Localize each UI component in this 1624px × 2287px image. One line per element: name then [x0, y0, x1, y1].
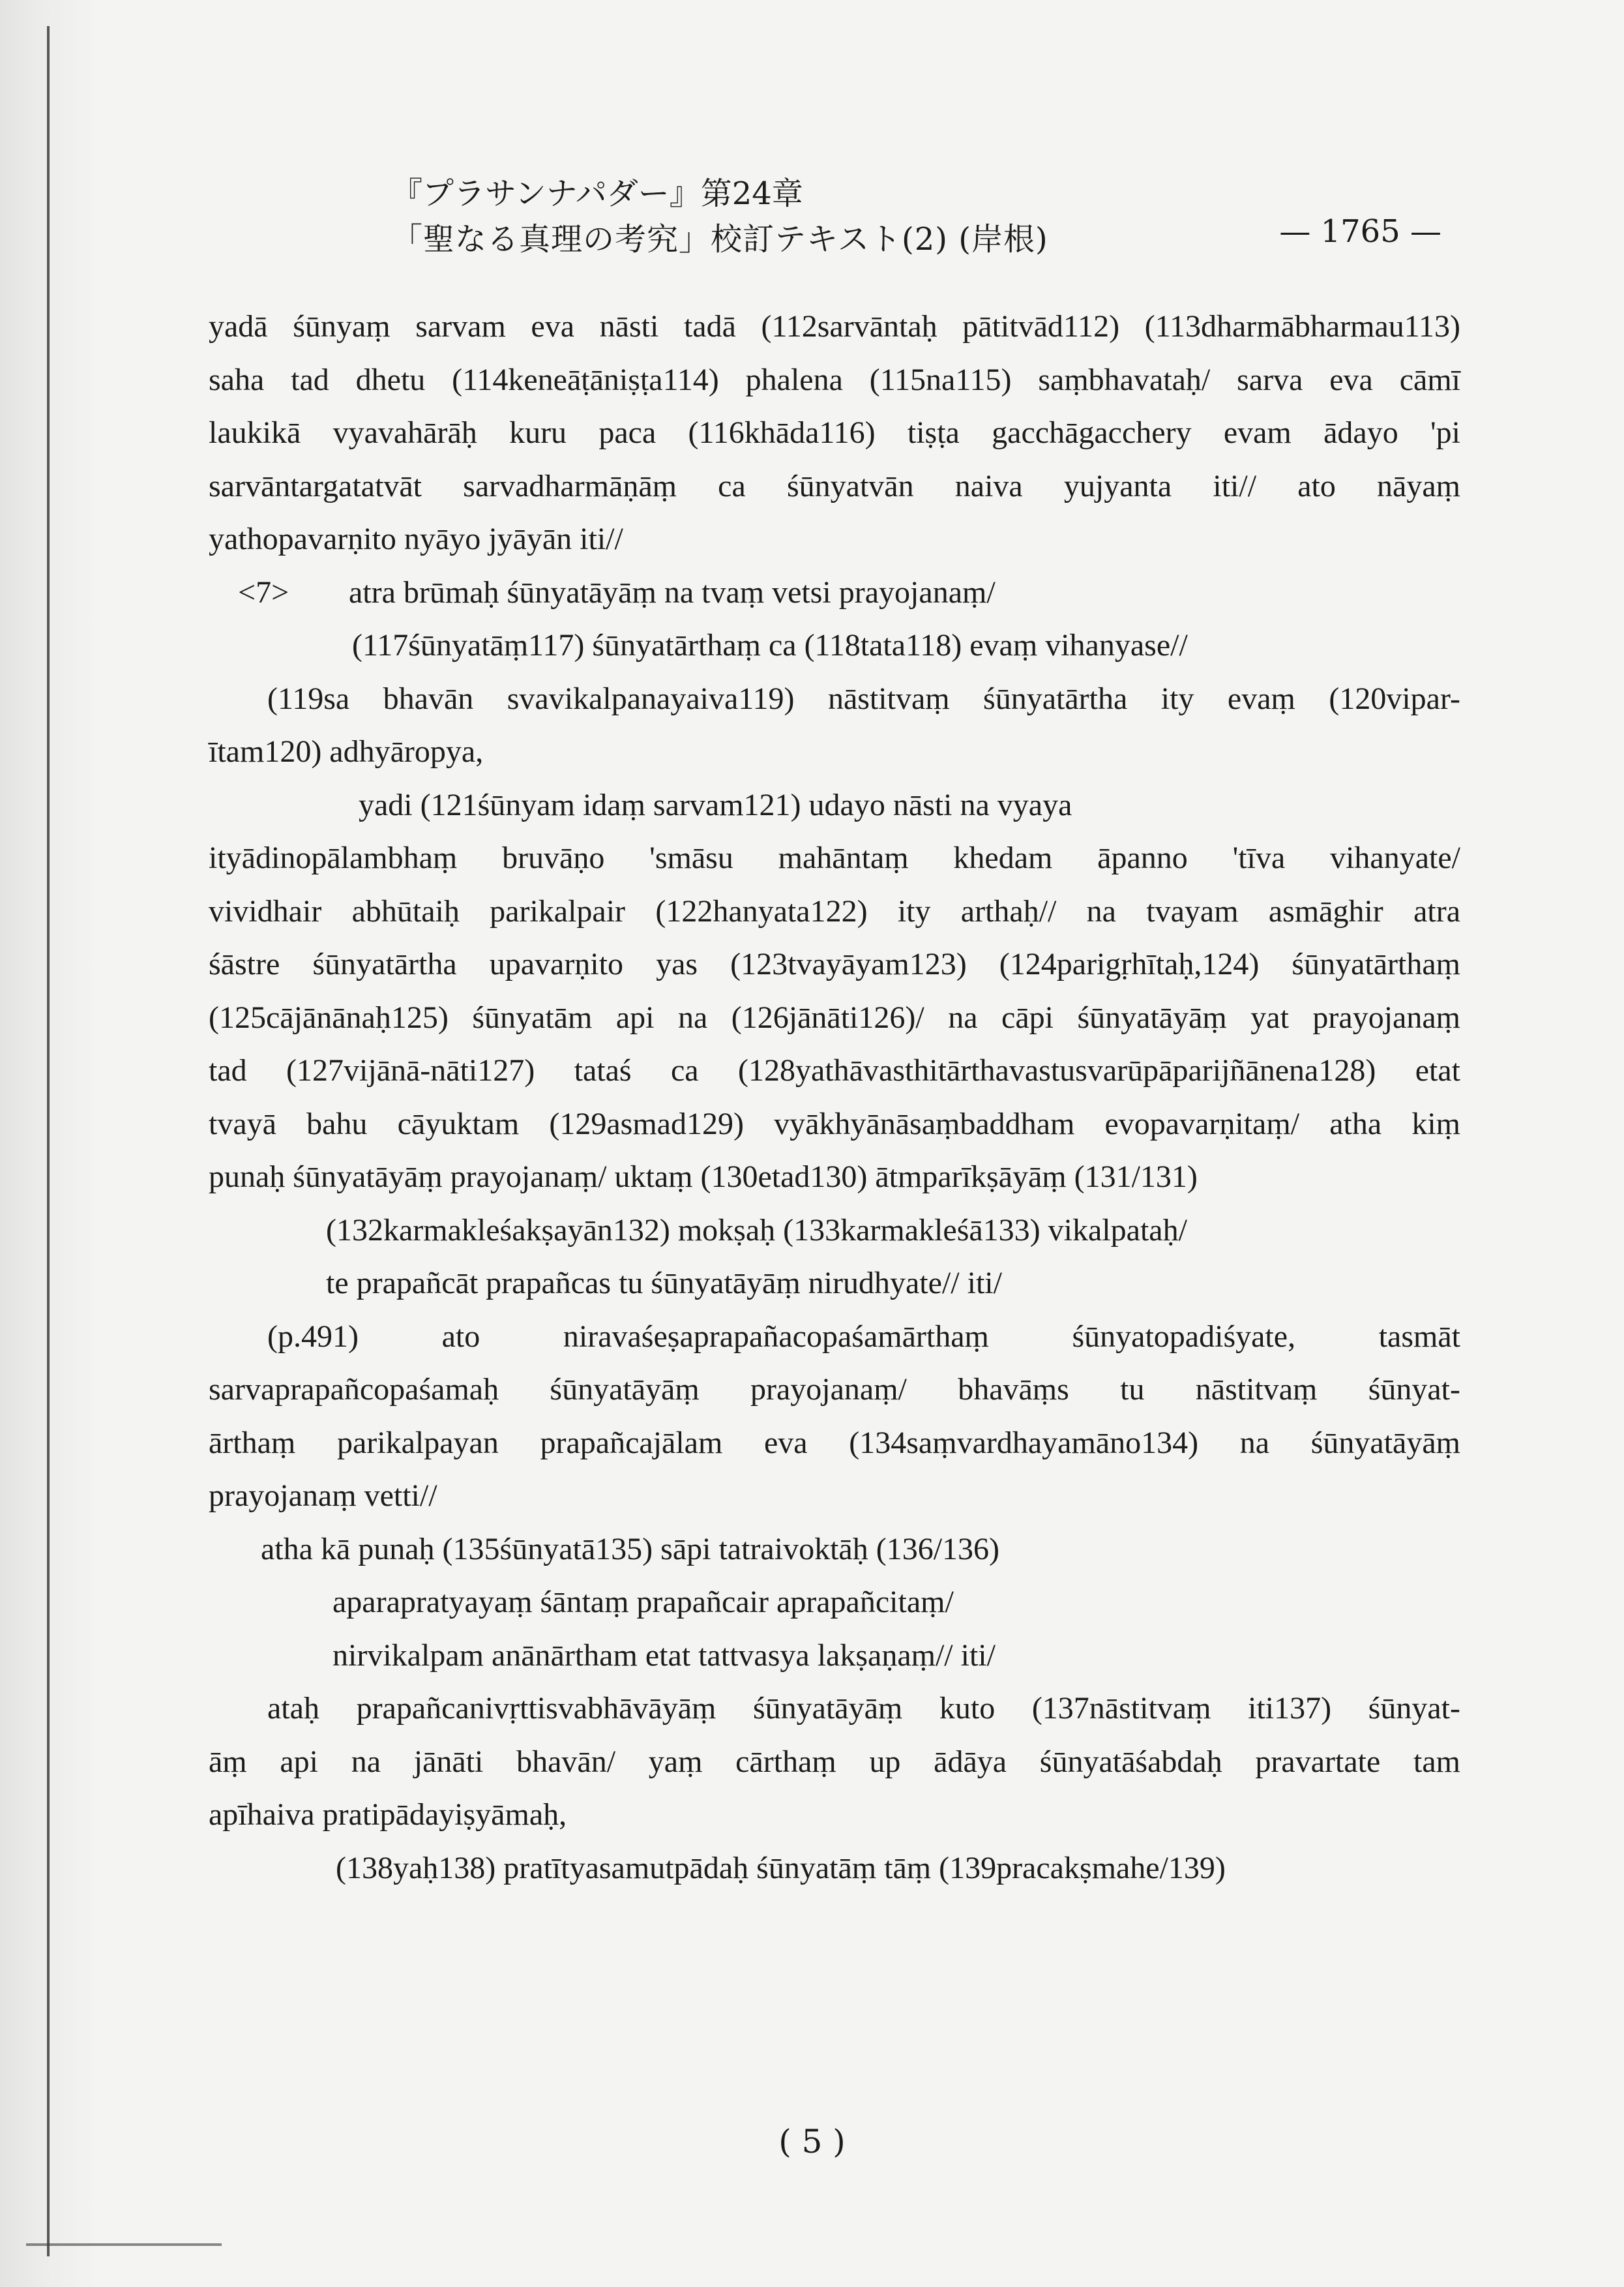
page-number: — 1765 — — [1279, 213, 1441, 250]
binding-rule-bottom — [26, 2243, 222, 2246]
text-line: śāstre śūnyatārtha upavarṇito yas (123tvayāyam123) (124parigṛhītaḥ,124) śūnyatārthaṃ — [209, 947, 1460, 981]
running-header — [391, 171, 1174, 262]
text-line: sarvāntargatatvāt sarvadharmāṇāṃ ca śūnyatvān naiva yujyanta iti// ato nāyaṃ — [209, 468, 1460, 503]
verse-line: (138yaḥ138) pratītyasamutpādaḥ śūnyatāṃ tāṃ (139pracakṣmahe/139) — [336, 1850, 1226, 1885]
text-line: yathopavarṇito nyāyo jyāyān iti// — [209, 522, 623, 556]
verse-line — [209, 566, 1460, 620]
running-header-line-2: 「聖なる真理の考究」校訂テキスト(2) (岸根) — [391, 221, 1048, 258]
verse-line: aparapratyayaṃ śāntaṃ prapañcair aprapañcitaṃ/ — [332, 1585, 954, 1619]
text-line: ārthaṃ parikalpayan prapañcajālam eva (134saṃvardhayamāno134) na śūnyatāyāṃ — [209, 1425, 1460, 1460]
text-line: laukikā vyavahārāḥ kuru paca (116khāda116) tiṣṭa gacchāgacchery evam ādayo 'pi — [209, 415, 1460, 450]
text-line: yadā śūnyaṃ sarvam eva nāsti tadā (112sarvāntaḥ pātitvād112) (113dharmābharmau113) — [209, 309, 1460, 344]
text-line: apīhaiva pratipādayiṣyāmaḥ, — [209, 1797, 567, 1832]
text-line: tad (127vijānā-nāti127) tataś ca (128yathāvasthitārthavastusvarūpāparijñānena128) etat — [209, 1053, 1460, 1088]
text-line: tvayā bahu cāyuktam (129asmad129) vyākhyānāsaṃbaddham evopavarṇitaṃ/ atha kiṃ — [209, 1106, 1460, 1141]
binding-rule — [47, 26, 50, 2256]
text-body — [209, 300, 1460, 1894]
verse-line: te prapañcāt prapañcas tu śūnyatāyāṃ nirudhyate// iti/ — [326, 1266, 1002, 1300]
text-line: punaḥ śūnyatāyāṃ prayojanaṃ/ uktaṃ (130etad130) ātmparīkṣāyāṃ (131/131) — [209, 1159, 1198, 1194]
verse-line: (132karmakleśakṣayān132) mokṣaḥ (133karmakleśā133) vikalpataḥ/ — [326, 1212, 1187, 1248]
text-line: vividhair abhūtaiḥ parikalpair (122hanyata122) ity arthaḥ// na tvayam asmāghir atra — [209, 893, 1460, 929]
text-line: (119sa bhavān svavikalpanayaiva119) nāstitvaṃ śūnyatārtha ity evaṃ (120vipar- — [267, 681, 1460, 716]
text-line: ītam120) adhyāropya, — [209, 734, 484, 769]
text-line: (p.491) ato niravaśeṣaprapañacopaśamārthaṃ śūnyatopadiśyate, tasmāt — [267, 1319, 1460, 1354]
verse-line: (117śūnyatāṃ117) śūnyatārthaṃ ca (118tata118) evaṃ vihanyase// — [352, 628, 1188, 663]
running-header-line-1: 『プラサンナパダー』第24章 — [391, 175, 803, 212]
verse-text: atra brūmaḥ śūnyatāyāṃ na tvaṃ vetsi prayojanaṃ/ — [349, 575, 996, 610]
text-line: sarvaprapañcopaśamaḥ śūnyatāyāṃ prayojanaṃ/ bhavāṃs tu nāstitvaṃ śūnyat- — [209, 1372, 1460, 1407]
text-line: (125cājānānaḥ125) śūnyatām api na (126jānāti126)/ na cāpi śūnyatāyāṃ yat prayojanaṃ — [209, 1000, 1460, 1035]
folio-number: ( 5 ) — [778, 2123, 846, 2160]
text-line: atha kā punaḥ (135śūnyatā135) sāpi tatraivoktāḥ (136/136) — [261, 1531, 1000, 1566]
quote-line: yadi (121śūnyam idaṃ sarvam121) udayo nāsti na vyaya — [359, 787, 1072, 822]
verse-number: <7> — [238, 575, 289, 610]
text-line: ataḥ prapañcanivṛttisvabhāvāyāṃ śūnyatāyāṃ kuto (137nāstitvaṃ iti137) śūnyat- — [267, 1691, 1460, 1726]
text-line: prayojanaṃ vetti// — [209, 1478, 437, 1513]
verse-line: nirvikalpam anānārtham etat tattvasya lakṣaṇaṃ// iti/ — [332, 1637, 996, 1673]
text-line: saha tad dhetu (114keneāṭāniṣṭa114) phalena (115na115) saṃbhavataḥ/ sarva eva cāmī — [209, 362, 1460, 397]
text-line: ityādinopālambhaṃ bruvāṇo 'smāsu mahāntaṃ khedam āpanno 'tīva vihanyate/ — [209, 841, 1460, 875]
text-line: āṃ api na jānāti bhavān/ yaṃ cārthaṃ up ādāya śūnyatāśabdaḥ pravartate tam — [209, 1744, 1460, 1779]
